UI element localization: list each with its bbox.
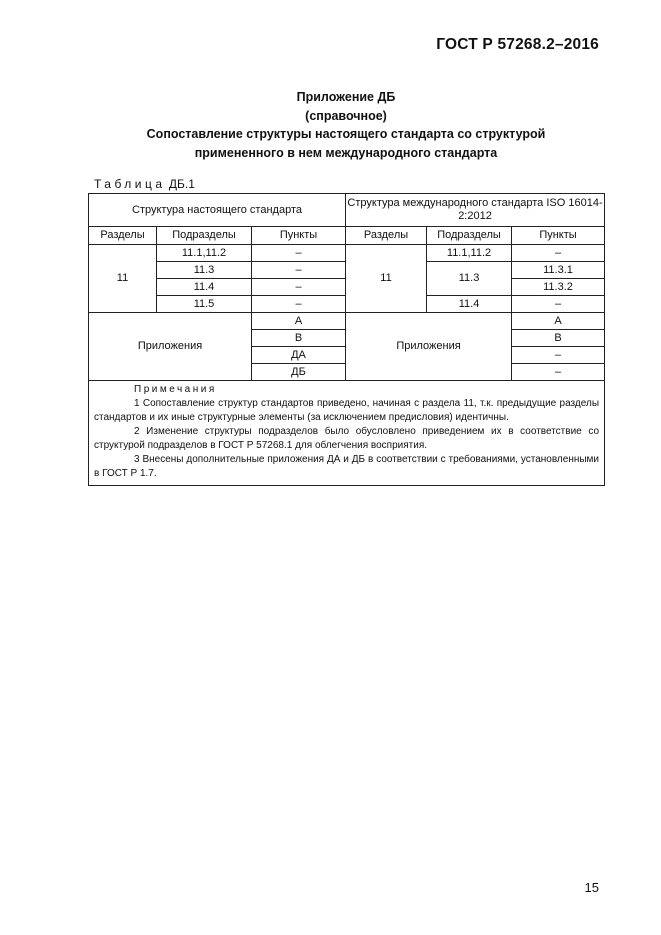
right-section-cell: 11 <box>346 245 427 313</box>
page-number: 15 <box>584 880 599 895</box>
right-appendix-cell: В <box>512 330 605 347</box>
appendix-heading-line2: примененного в нем международного стандарта <box>194 145 498 160</box>
table-row <box>89 245 605 262</box>
column-header: Подразделы <box>427 227 512 245</box>
left-appendix-cell: ДА <box>252 347 346 364</box>
table-notes <box>89 381 605 486</box>
structure-comparison-table <box>88 193 605 486</box>
left-subsection-cell: 11.4 <box>157 279 252 296</box>
column-header: Пункты <box>512 227 605 245</box>
right-appendix-cell: – <box>512 364 605 381</box>
right-appendix-cell: А <box>512 313 605 330</box>
table-caption-word: Таблица <box>94 177 166 191</box>
left-point-cell: – <box>252 296 346 313</box>
table-header-row <box>89 194 605 227</box>
table-caption <box>94 177 195 191</box>
table-row <box>89 313 605 330</box>
column-header: Подразделы <box>157 227 252 245</box>
left-point-cell: – <box>252 245 346 262</box>
right-point-cell: 11.3.1 <box>512 262 605 279</box>
appendix-title: Приложение ДБ <box>296 90 396 104</box>
left-structure-header: Структура настоящего стандарта <box>89 194 346 227</box>
table-caption-number: ДБ.1 <box>168 177 195 191</box>
document-code: ГОСТ Р 57268.2–2016 <box>436 36 599 53</box>
left-section-cell: 11 <box>89 245 157 313</box>
left-subsection-cell: 11.3 <box>157 262 252 279</box>
left-point-cell: – <box>252 279 346 296</box>
left-subsection-cell: 11.5 <box>157 296 252 313</box>
column-header: Пункты <box>252 227 346 245</box>
right-point-cell: – <box>512 245 605 262</box>
right-subsection-cell: 11.1,11.2 <box>427 245 512 262</box>
left-appendix-cell: ДБ <box>252 364 346 381</box>
right-point-cell: – <box>512 296 605 313</box>
left-point-cell: – <box>252 262 346 279</box>
note-item: 3 Внесены дополнительные приложения ДА и ДБ в соответствии с требованиями, установленными в ГОСТ Р 1.7. <box>94 454 600 479</box>
right-subsection-cell: 11.4 <box>427 296 512 313</box>
note-item: 2 Изменение структуры подразделов было обусловлено приведением их в соответствие со структурой подразделов в ГОСТ Р 57268.1 для облегчения восприятия. <box>94 426 600 451</box>
note-item: 1 Сопоставление структур стандартов приведено, начиная с раздела 11, т.к. предыдущие разделы стандартов и их иные структурные элементы (за исключением предисловия) идентичны. <box>94 398 600 423</box>
right-appendix-cell: – <box>512 347 605 364</box>
appendix-heading-line1: Сопоставление структуры настоящего стандарта со структурой <box>146 127 546 141</box>
notes-row <box>89 381 605 486</box>
appendix-title-block <box>88 88 604 162</box>
appendix-status: (справочное) <box>305 108 387 123</box>
right-appendix-label-cell: Приложения <box>346 313 512 381</box>
column-header: Разделы <box>346 227 427 245</box>
left-appendix-label-cell: Приложения <box>89 313 252 381</box>
left-subsection-cell: 11.1,11.2 <box>157 245 252 262</box>
right-subsection-cell: 11.3 <box>427 262 512 296</box>
right-point-cell: 11.3.2 <box>512 279 605 296</box>
left-appendix-cell: А <box>252 313 346 330</box>
left-appendix-cell: В <box>252 330 346 347</box>
table-column-header-row <box>89 227 605 245</box>
column-header: Разделы <box>89 227 157 245</box>
notes-title: Примечания <box>134 384 217 395</box>
right-structure-header: Структура международного стандарта ISO 16014-2:2012 <box>346 194 605 227</box>
